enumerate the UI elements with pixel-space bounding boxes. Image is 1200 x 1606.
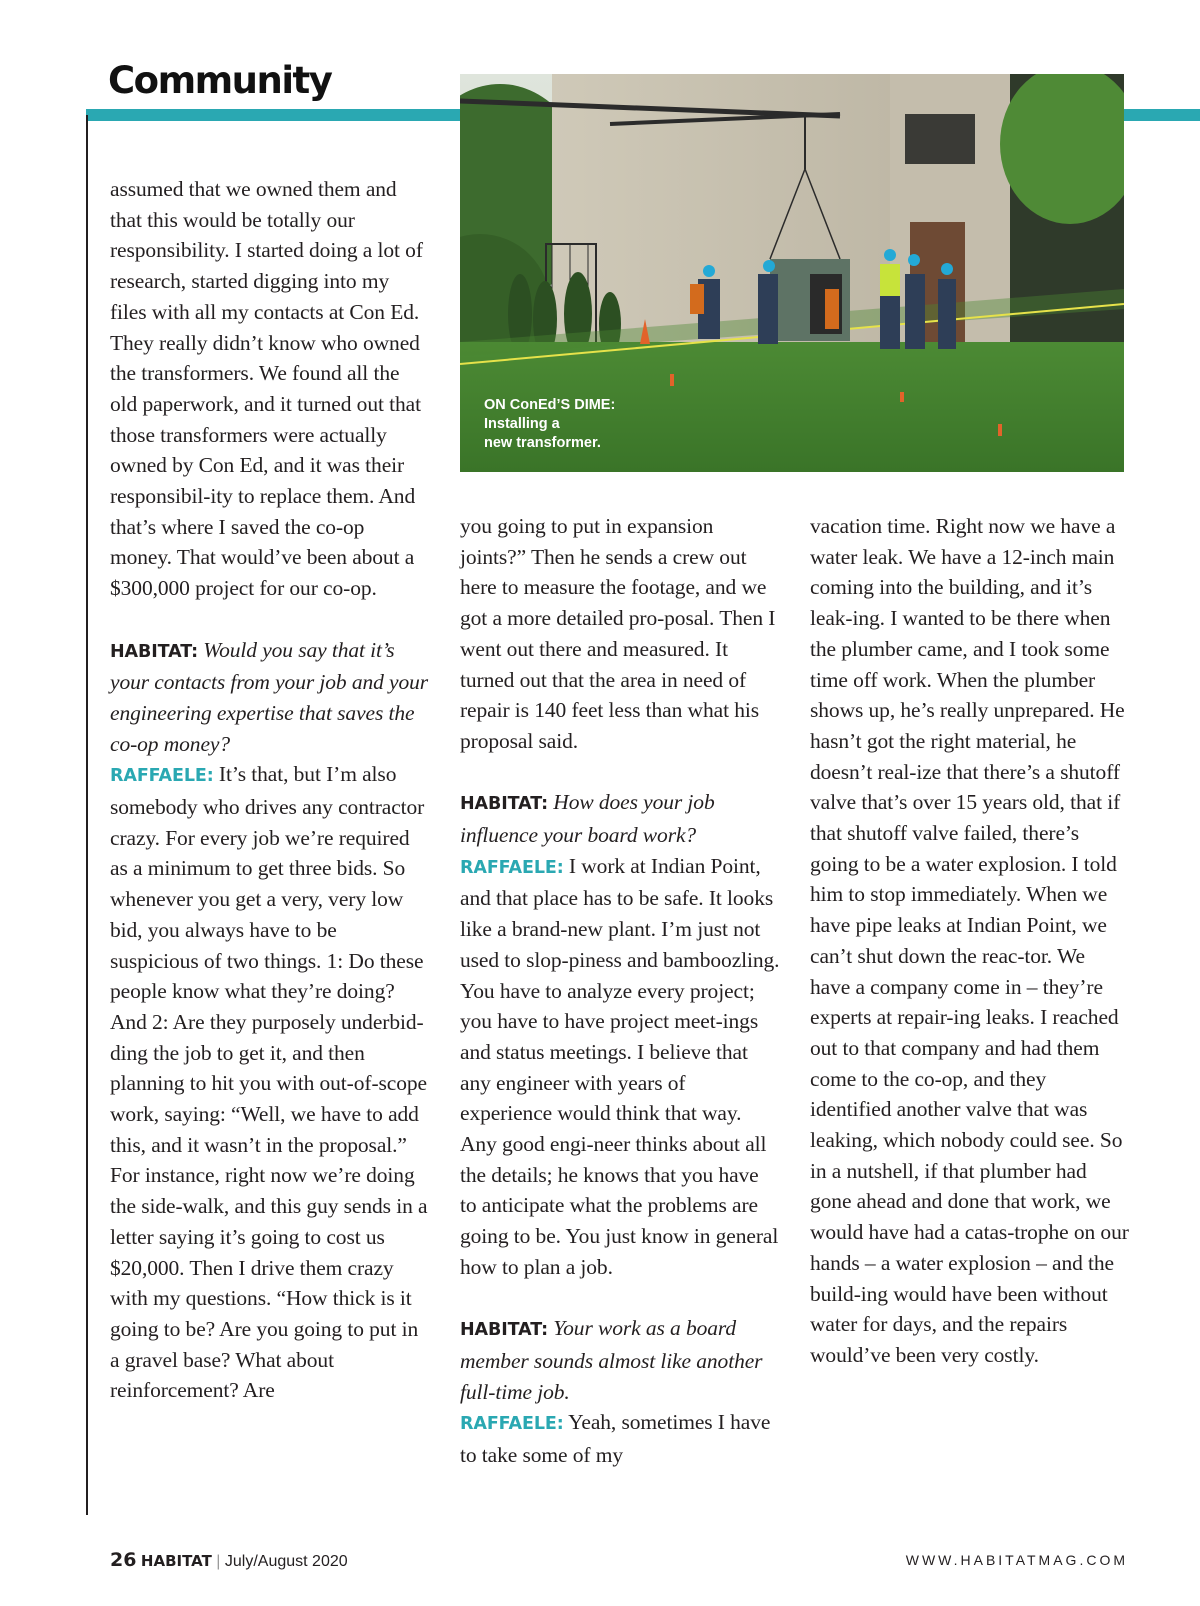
raffaele-label: RAFFAELE: bbox=[110, 766, 214, 787]
interview-answer bbox=[460, 851, 780, 1283]
footer-separator: | bbox=[216, 1553, 221, 1570]
photo-caption bbox=[484, 396, 684, 453]
magazine-name: HABITAT bbox=[140, 1552, 212, 1570]
column-rule bbox=[86, 115, 88, 1515]
raffaele-label: RAFFAELE: bbox=[460, 857, 564, 878]
issue-date: July/August 2020 bbox=[224, 1553, 348, 1570]
habitat-label: HABITAT: bbox=[460, 1320, 548, 1341]
article-column-3 bbox=[810, 511, 1130, 1371]
paragraph: assumed that we owned them and that this would be totally our responsibility. I started doing a lot of research, started digging into my files with all my contacts at Con Ed. They really didn’t know who owned the transformers. We found all the old paperwork, and it turned out that those transformers were actually owned by Con Ed, and it was their responsibil-ity to replace them. And that’s where I saved the co-op money. That would’ve been about a $300,000 project for our co-op. bbox=[110, 177, 423, 601]
caption-line: ON ConEd’S DIME: bbox=[484, 397, 616, 413]
section-accent-bar bbox=[86, 109, 461, 121]
answer-text: I work at Indian Point, and that place has to be safe. It looks like a brand-new plant. I’m just not used to slop-piness and bamboozling. You have to analyze every project; you have to have project meet-ings and status meetings. I believe that any engineer with years of experience would think that way. Any good engi-neer thinks about all the details; he knows that you have to anticipate what the problems are going to be. You just know in general how to plan a job. bbox=[460, 853, 780, 1279]
interview-answer bbox=[460, 1407, 780, 1470]
answer-text: It’s that, but I’m also somebody who drives any contractor crazy. For every job we’re required as a minimum to get three bids. So whenever you get a very, very low bid, you always have to be suspicious of two things. 1: Do these people know what they’re doing? And 2: Are they purposely underbid-ding the job to get it, and then planning to hit you with out-of-scope work, saying: “Well, we have to add this, and it wasn’t in the proposal.” For instance, right now we’re doing the side-walk, and this guy sends in a letter saying it’s going to cost us $20,000. Then I drive them crazy with my questions. “How thick is it going to be? Are you going to put in a gravel base? What about reinforcement? Are bbox=[110, 762, 428, 1403]
raffaele-label: RAFFAELE: bbox=[460, 1414, 564, 1435]
question-text: How does your job influence your board work? bbox=[460, 790, 715, 848]
question-text: Your work as a board member sounds almost like another full-time job. bbox=[460, 1316, 763, 1404]
interview-question bbox=[110, 635, 430, 760]
interview-question bbox=[460, 1313, 780, 1407]
section-title: Community bbox=[108, 59, 332, 102]
paragraph: you going to put in expansion joints?” Then he sends a crew out here to measure the footage, and we got a more detailed pro-posal. Then I went out there and measured. It turned out that the area in need of repair is 140 feet less than what his proposal said. bbox=[460, 514, 776, 753]
page-number: 26 bbox=[110, 1549, 137, 1571]
interview-question bbox=[460, 787, 780, 850]
paragraph: vacation time. Right now we have a water leak. We have a 12-inch main coming into the building, and it’s leak-ing. I wanted to be there when the plumber came, and I took some time off work. When the plumber shows up, he’s really unprepared. He hasn’t got the right material, he doesn’t real-ize that there’s a shutoff valve that’s over 15 years old, that if that shutoff valve failed, there’s going to be a water explosion. I told him to stop immediately. When we have pipe leaks at Indian Point, we can’t shut down the reac-tor. We have a company come in – they’re experts at repair-ing leaks. I reached out to that company and had them come to the co-op, and they identified another valve that was leaking, which nobody could see. So in a nutshell, if that plumber had gone ahead and done that work, we would have had a catas-trophe on our hands – a water explosion – and the build-ing would have been without water for days, and the repairs would’ve been very costly. bbox=[810, 514, 1129, 1367]
section-accent-bar-right bbox=[1124, 109, 1200, 121]
caption-line: Installing a bbox=[484, 416, 560, 432]
article-column-1 bbox=[110, 174, 430, 1406]
website-url[interactable]: WWW.HABITATMAG.COM bbox=[905, 1552, 1128, 1568]
question-text: Would you say that it’s your contacts from your job and your engineering expertise that saves the co-op money? bbox=[110, 637, 429, 756]
article-column-2 bbox=[460, 511, 780, 1471]
interview-answer bbox=[110, 759, 430, 1406]
habitat-label: HABITAT: bbox=[110, 641, 198, 662]
answer-text: Yeah, sometimes I have to take some of my bbox=[460, 1410, 771, 1468]
habitat-label: HABITAT: bbox=[460, 794, 548, 815]
caption-line: new transformer. bbox=[484, 435, 601, 451]
page-footer-left bbox=[110, 1549, 348, 1571]
